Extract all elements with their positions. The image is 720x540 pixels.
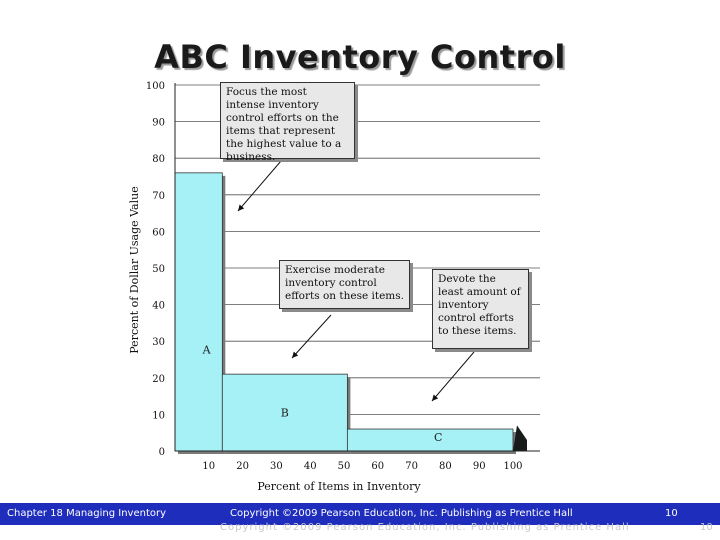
footer-copyright: Copyright ©2009 Pearson Education, Inc. Publishing as Prentice Hall (230, 508, 573, 519)
callout-b: Exercise moderate inventory control efforts on these items. (279, 260, 410, 309)
y-tick-label: 40 (152, 300, 165, 312)
x-tick-label: 90 (472, 461, 486, 472)
arrow-c (432, 352, 474, 401)
x-tick-label: 10 (202, 461, 216, 472)
y-tick-label: 70 (152, 190, 165, 202)
category-bar-c (347, 429, 513, 451)
y-tick-label: 0 (158, 447, 165, 458)
footer-reflection: Copyright ©2009 Pearson Education, Inc. Publishing as Prentice Hall (220, 522, 630, 533)
y-tick-label: 90 (152, 117, 165, 129)
y-tick-label: 10 (152, 410, 165, 422)
category-label-c: C (433, 431, 443, 445)
x-tick-label: 40 (303, 461, 317, 472)
y-tick-label: 30 (152, 337, 165, 349)
y-tick-label: 80 (152, 154, 165, 166)
footer-page-number: 10 (665, 508, 678, 519)
x-tick-label: 20 (236, 461, 249, 472)
x-tick-label: 80 (439, 461, 452, 472)
tail-marker (513, 425, 527, 451)
slide-title: ABC Inventory Control (154, 38, 566, 76)
arrow-b (292, 315, 331, 358)
x-tick-label: 50 (337, 461, 351, 472)
category-label-a: A (202, 343, 211, 357)
y-tick-label: 60 (152, 227, 165, 239)
callout-c: Devote the least amount of inventory control efforts to these items. (432, 269, 529, 349)
x-tick-label: 30 (270, 461, 283, 472)
y-tick-label: 20 (152, 373, 165, 385)
x-tick-label: 100 (503, 461, 523, 472)
y-tick-label: 50 (152, 264, 165, 275)
footer-chapter: Chapter 18 Managing Inventory (7, 508, 167, 519)
y-tick-label: 100 (145, 81, 165, 92)
x-tick-label: 60 (371, 461, 385, 472)
x-tick-label: 70 (405, 461, 418, 472)
category-label-b: B (280, 406, 289, 420)
callout-a: Focus the most intense inventory control efforts on the items that represent the highest value to a business. (220, 82, 355, 159)
x-axis-title: Percent of Items in Inventory (257, 480, 421, 493)
arrow-a (238, 161, 281, 211)
category-bar-a (175, 173, 222, 451)
y-axis-title: Percent of Dollar Usage Value (128, 186, 141, 354)
footer-page-reflection: 10 (700, 522, 713, 533)
